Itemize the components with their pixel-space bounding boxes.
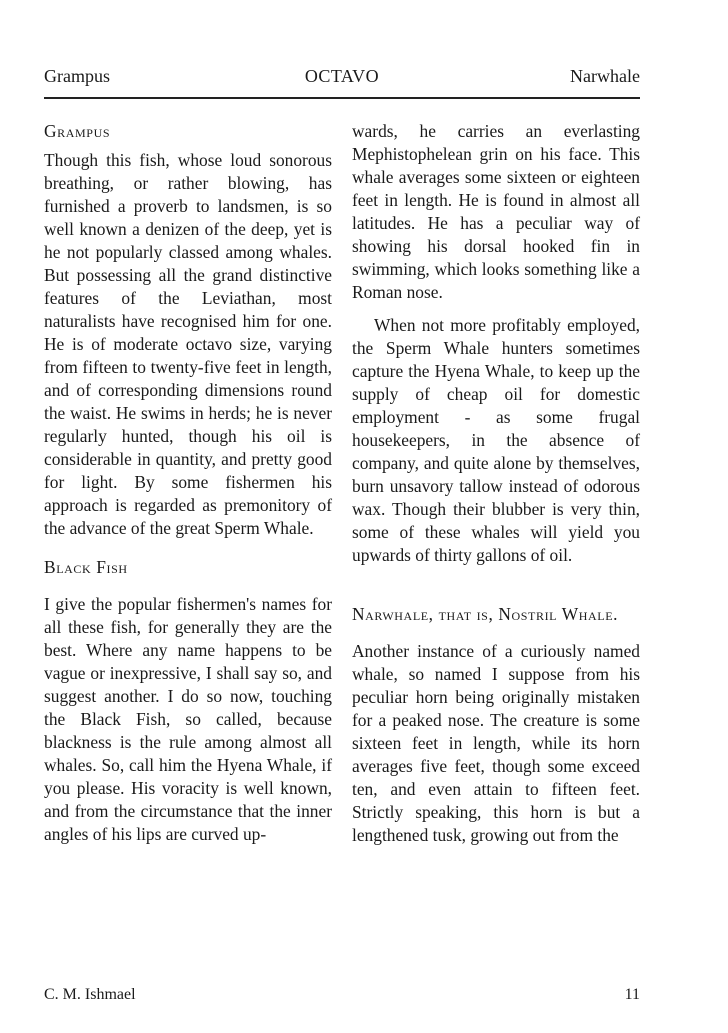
header-rule [44,97,640,99]
page-number: 11 [624,986,640,1003]
section-gap [44,540,332,556]
section-gap [352,567,640,603]
footer-author: C. M. Ishmael [44,986,136,1003]
right-column [352,120,640,847]
running-footer [44,986,640,1008]
black-fish-second-paragraph: When not more profitably employed, the Sperm Whale hunters sometimes capture the Hyena Whale, to keep up the supply of cheap oil for domestic employment - as some frugal housekeepers, in the absence of company, and quite alone by themselves, burn unsavory tallow instead of odorous wax. Though their blubber is very thin, some of these whales will yield you upwards of thirty gallons of oil. [352,315,640,565]
grampus-heading: Grampus [44,121,111,141]
black-fish-heading: Black Fish [44,557,128,577]
black-fish-paragraph: I give the popular fishermen's names for all these fish, for generally they are the best. Where any name happens to be vague or inexpressive, I shall say so, and suggest another. I do so now, touching the Black Fish, so called, because blackness is the rule among almost all whales. So, call him the Hyena Whale, if you please. His voracity is well known, and from the circumstance that the inner angles of his lips are curved up- [44,594,332,844]
header-right-guide-word: Narwhale [570,66,640,86]
narwhale-paragraph: Another instance of a curiously named whale, so named I suppose from his peculiar horn being originally mistaken for a peaked nose. The creature is some sixteen feet in length, while its horn averages five feet, though some exceed ten, and even attain to fifteen feet. Strictly speaking, this horn is but a lengthened tusk, growing out from the [352,641,640,845]
narwhale-heading: Narwhale, that is, Nostril Whale. [352,604,619,624]
grampus-paragraph: Though this fish, whose loud sonorous breathing, or rather blowing, has furnished a proverb to landsmen, is so well known a denizen of the deep, yet is he not popularly classed among whales. But possessing all the grand distinctive features of the Leviathan, most naturalists have recognised him for one. He is of moderate octavo size, varying from fifteen to twenty-five feet in length, and of corresponding dimensions round the waist. He swims in herds; he is never regularly hunted, though his oil is considerable in quantity, and pretty good for light. By some fishermen his approach is regarded as premonitory of the advance of the great Sperm Whale. [44,150,332,538]
header-title: OCTAVO [304,66,380,86]
left-column [44,120,332,846]
black-fish-continued-paragraph: wards, he carries an everlasting Mephistophelean grin on his face. This whale averages some sixteen or eighteen feet in length. He is found in almost all latitudes. He has a peculiar way of showing his dorsal hooked fin in swimming, which looks something like a Roman nose. [352,121,640,302]
header-left-guide-word: Grampus [44,66,110,86]
running-header [44,66,640,90]
